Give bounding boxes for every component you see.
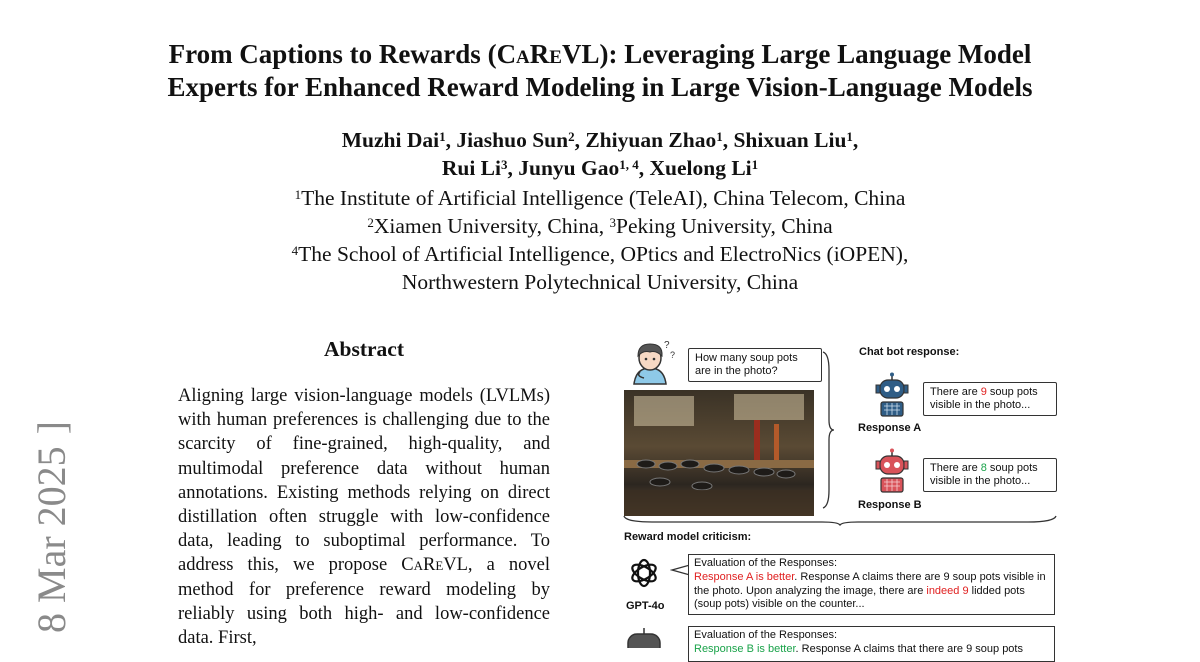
robot-icon [875, 448, 909, 496]
kitchen-photo [624, 390, 814, 516]
paper-title: From Captions to Rewards (CaReVL): Leveraging Large Language Model Experts for Enhanced Reward Modeling in Large Vision-Language Models [167, 39, 1033, 102]
criticism-header: Reward model criticism: [624, 531, 752, 543]
chatbot-header: Chat bot response: [859, 346, 960, 358]
user-avatar-icon [626, 338, 682, 386]
author: Zhiyuan Zhao [585, 128, 717, 152]
gpt-label: GPT-4o [626, 600, 665, 612]
author: Muzhi Dai [341, 128, 440, 152]
author: Jiashuo Sun [456, 128, 569, 152]
robot-icon [875, 372, 909, 420]
svg-text:?: ? [670, 350, 676, 360]
overview-figure [618, 336, 1063, 655]
affiliations: $^1$The Institute of Artificial Intelligence (TeleAI), China Telecom, China $^2$Xiamen University, China, $^3$Peking University, China $^4$The School of Artificial Intelligence, OPtics and ElectroNics (iOPEN), Northwestern Polytechnical University, China [291, 186, 909, 294]
evaluation-box-gpt: Evaluation of the Responses: Response A is better. Response A claims there are 9 soup pots visible in the photo. Upon analyzing the image, there are indeed 9 lidded pots (soup pots) visible on the counter... [688, 554, 1055, 615]
brace-divider [821, 350, 835, 510]
evaluation-box-ours: Evaluation of the Responses: Response B is better. Response A claims that there are 9 soup pots [688, 626, 1055, 662]
svg-text:?: ? [664, 340, 670, 351]
response-b-bubble: There are 8 soup pots visible in the photo... [923, 458, 1057, 492]
callout-pointer [670, 564, 690, 576]
robot-icon [624, 628, 664, 648]
author: Rui Li [441, 156, 501, 180]
author: Junyu Gao [518, 156, 620, 180]
response-b-label: Response B [858, 499, 922, 511]
abstract-heading: Abstract [323, 337, 404, 361]
author: Xuelong Li [649, 156, 752, 180]
response-a-bubble: There are 9 soup pots visible in the photo... [923, 382, 1057, 416]
abstract-body: Aligning large vision-language models (LVLMs) with human preferences is challenging due to the scarcity of fine-grained, high-quality, and multimodal preference data without human annotations. Existing methods relying on direct distillation often struggle with low-confidence data, leading to suboptimal performance. To address this, we propose CaReVL, a novel method for preference reward modeling by reliably using both high- and low-confidence data. First, [178, 386, 550, 649]
openai-logo-icon [626, 554, 662, 592]
question-bubble: How many soup pots are in the photo? [688, 348, 822, 382]
underbrace-divider [622, 514, 1058, 526]
arxiv-stamp: 8 Mar 2025] [29, 421, 74, 633]
author: Shixuan Liu [733, 128, 847, 152]
response-a-label: Response A [858, 422, 922, 434]
author-list: Muzhi Dai$^1$, Jiashuo Sun$^2$, Zhiyuan Zhao$^1$, Shixuan Liu$^1$, Rui Li$^3$, Junyu Gao$^{1, 4}$, Xuelong Li$^1$ [341, 128, 859, 180]
